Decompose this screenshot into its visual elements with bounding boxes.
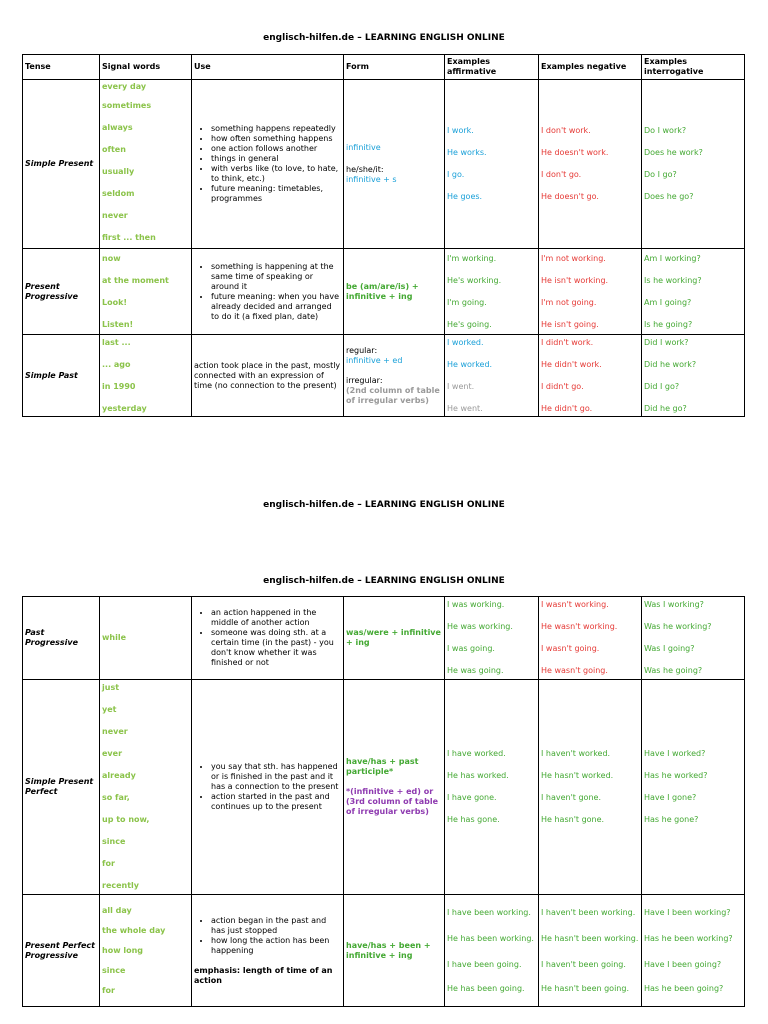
- example: He has gone.: [447, 815, 500, 824]
- form-cell: was/were + infinitive + ing: [344, 597, 445, 680]
- signal-words: [100, 249, 192, 335]
- tense-table-1: [22, 54, 745, 417]
- col-interrogative: Examples interrogative: [642, 55, 745, 80]
- table-row: [23, 597, 745, 680]
- example: Does he work?: [644, 148, 703, 157]
- example: I'm not going.: [541, 297, 597, 307]
- usage-cell: [192, 680, 344, 895]
- signal-word: yesterday: [102, 403, 147, 413]
- signal-word: since: [102, 837, 126, 846]
- signal-word: all day: [102, 905, 132, 915]
- form-line: (2nd column of table of irregular verbs): [346, 385, 440, 405]
- signal-word: every day: [102, 82, 147, 91]
- table-row: [23, 895, 745, 1007]
- example: He didn't work.: [541, 359, 602, 369]
- tense-name: Simple Past: [23, 335, 100, 417]
- col-use: Use: [192, 55, 344, 80]
- usage-item: • things in general: [211, 154, 341, 164]
- header-row: [23, 55, 745, 80]
- example: I have worked.: [447, 749, 506, 758]
- example: Has he gone?: [644, 815, 699, 824]
- signal-word: last ...: [102, 337, 131, 347]
- example: I haven't been working.: [541, 907, 636, 917]
- example: I worked.: [447, 337, 484, 347]
- example: Has he been going?: [644, 983, 724, 993]
- signal-word: usually: [102, 167, 135, 176]
- examples-affirmative: [445, 335, 539, 417]
- examples-negative: [539, 249, 642, 335]
- signal-word: just: [102, 683, 120, 692]
- example: He went.: [447, 403, 483, 413]
- signal-words: [100, 680, 192, 895]
- example: I'm not working.: [541, 253, 606, 263]
- example: Have I been going?: [644, 959, 722, 969]
- usage-cell: [192, 895, 344, 1007]
- example: He was working.: [447, 622, 513, 631]
- usage-item: • one action follows another: [211, 144, 341, 154]
- form-line: *(infinitive + ed) or (3rd column of table of irregular verbs): [346, 787, 439, 816]
- example: He isn't working.: [541, 275, 609, 285]
- example: Was I working?: [644, 600, 704, 609]
- example: I haven't worked.: [541, 749, 611, 758]
- page-header-2: englisch-hilfen.de – LEARNING ENGLISH ONLINE: [263, 500, 505, 510]
- usage-item: • you say that sth. has happened or is finished in the past and it has a connection to the present: [211, 762, 341, 792]
- example: He wasn't working.: [541, 622, 618, 631]
- signal-word: often: [102, 145, 126, 154]
- form-cell: [344, 680, 445, 895]
- example: He doesn't go.: [541, 192, 599, 201]
- examples-affirmative: [445, 680, 539, 895]
- example: Has he worked?: [644, 771, 708, 780]
- tense-table-2: [22, 596, 745, 1007]
- examples-affirmative: [445, 80, 539, 249]
- signal-word: how long: [102, 945, 144, 955]
- table-row: [23, 335, 745, 417]
- example: I went.: [447, 381, 475, 391]
- example: Have I worked?: [644, 749, 706, 758]
- examples-affirmative: [445, 249, 539, 335]
- usage-item: • how long the action has been happening: [211, 936, 341, 956]
- example: I was working.: [447, 600, 505, 609]
- example: I wasn't going.: [541, 644, 600, 653]
- signal-word: for: [102, 859, 115, 868]
- table-row: [23, 80, 745, 249]
- example: He worked.: [447, 359, 493, 369]
- signal-word: in 1990: [102, 381, 136, 391]
- example: He has worked.: [447, 771, 509, 780]
- example: He hasn't gone.: [541, 815, 605, 824]
- usage-cell: action took place in the past, mostly connected with an expression of time (no connection to the present): [192, 335, 344, 417]
- example: He has been going.: [447, 983, 525, 993]
- example: I have been going.: [447, 959, 522, 969]
- col-negative: Examples negative: [539, 55, 642, 80]
- signal-word: first ... then: [102, 233, 156, 242]
- example: Was he going?: [644, 666, 703, 675]
- usage-item: • action began in the past and has just stopped: [211, 916, 341, 936]
- example: I haven't been going.: [541, 959, 626, 969]
- signal-word: now: [102, 253, 121, 263]
- page-header-1: englisch-hilfen.de – LEARNING ENGLISH ONLINE: [263, 33, 505, 43]
- form-line: infinitive + s: [346, 175, 397, 184]
- col-tense: Tense: [23, 55, 100, 80]
- signal-word: never: [102, 211, 128, 220]
- usage-item: • someone was doing sth. at a certain time (in the past) - you don't know whether it was finished or not: [211, 628, 341, 668]
- example: Was I going?: [644, 644, 695, 653]
- signal-words: [100, 895, 192, 1007]
- examples-affirmative: [445, 597, 539, 680]
- signal-word: up to now,: [102, 815, 150, 824]
- signal-word: sometimes: [102, 101, 152, 110]
- examples-interrogative: [642, 895, 745, 1007]
- signal-words: [100, 335, 192, 417]
- example: Was he working?: [644, 622, 712, 631]
- signal-word: never: [102, 727, 128, 736]
- signal-word: already: [102, 771, 136, 780]
- signal-word: while: [102, 633, 126, 642]
- tense-name: Simple Present Perfect: [23, 680, 100, 895]
- example: He didn't go.: [541, 403, 593, 413]
- signal-word: so far,: [102, 793, 130, 802]
- form-line: he/she/it:: [346, 165, 384, 174]
- example: I didn't work.: [541, 337, 594, 347]
- examples-negative: [539, 80, 642, 249]
- example: He's working.: [447, 275, 502, 285]
- examples-interrogative: [642, 680, 745, 895]
- table-row: [23, 680, 745, 895]
- form-cell: have/has + been + infinitive + ing: [344, 895, 445, 1007]
- usage-item: • future meaning: timetables, programmes: [211, 184, 341, 204]
- example: He hasn't worked.: [541, 771, 614, 780]
- form-line: infinitive: [346, 143, 381, 152]
- signal-words: [100, 80, 192, 249]
- signal-word: ... ago: [102, 359, 131, 369]
- form-line: have/has + past participle*: [346, 757, 419, 776]
- examples-interrogative: [642, 597, 745, 680]
- example: I wasn't working.: [541, 600, 609, 609]
- usage-item: • future meaning: when you have already decided and arranged to do it (a fixed plan, date): [211, 292, 341, 322]
- signal-word: yet: [102, 705, 117, 714]
- example: Did he work?: [644, 359, 697, 369]
- signal-word: recently: [102, 881, 140, 890]
- example: Is he going?: [644, 319, 693, 329]
- signal-word: seldom: [102, 189, 135, 198]
- examples-interrogative: [642, 335, 745, 417]
- example: Do I go?: [644, 170, 677, 179]
- examples-negative: [539, 335, 642, 417]
- signal-word: since: [102, 965, 126, 975]
- example: I have gone.: [447, 793, 497, 802]
- examples-affirmative: [445, 895, 539, 1007]
- examples-negative: [539, 680, 642, 895]
- example: He's going.: [447, 319, 492, 329]
- usage-cell: [192, 249, 344, 335]
- example: I didn't go.: [541, 381, 584, 391]
- example: He hasn't been going.: [541, 983, 629, 993]
- example: Is he working?: [644, 275, 702, 285]
- col-affirmative: Examples affirmative: [445, 55, 539, 80]
- table-row: [23, 249, 745, 335]
- usage-item: • something is happening at the same time of speaking or around it: [211, 262, 341, 292]
- usage-item: • something happens repeatedly: [211, 124, 341, 134]
- example: I don't go.: [541, 170, 582, 179]
- example: I work.: [447, 126, 474, 135]
- example: Am I working?: [644, 253, 701, 263]
- example: I have been working.: [447, 907, 531, 917]
- tense-name: Simple Present: [23, 80, 100, 249]
- examples-negative: [539, 895, 642, 1007]
- example: He has been working.: [447, 933, 534, 943]
- form-cell: [344, 80, 445, 249]
- signal-word: ever: [102, 749, 123, 758]
- examples-interrogative: [642, 249, 745, 335]
- example: He hasn't been working.: [541, 933, 639, 943]
- example: I'm working.: [447, 253, 497, 263]
- form-line: infinitive + ed: [346, 355, 403, 365]
- signal-word: always: [102, 123, 133, 132]
- examples-negative: [539, 597, 642, 680]
- usage-cell: [192, 80, 344, 249]
- example: He works.: [447, 148, 487, 157]
- example: Do I work?: [644, 126, 687, 135]
- example: He goes.: [447, 192, 483, 201]
- examples-interrogative: [642, 80, 745, 249]
- example: I don't work.: [541, 126, 591, 135]
- form-line: regular:: [346, 345, 378, 355]
- example: Does he go?: [644, 192, 694, 201]
- usage-cell: [192, 597, 344, 680]
- signal-word: for: [102, 985, 115, 995]
- usage-item: • how often something happens: [211, 134, 341, 144]
- col-signal-words: Signal words: [100, 55, 192, 80]
- form-cell: [344, 335, 445, 417]
- example: He isn't going.: [541, 319, 599, 329]
- example: Did I work?: [644, 337, 689, 347]
- tense-name: Present Progressive: [23, 249, 100, 335]
- signal-words: [100, 597, 192, 680]
- tense-name: Present Perfect Progressive: [23, 895, 100, 1007]
- example: Have I been working?: [644, 907, 731, 917]
- form-cell: be (am/are/is) + infinitive + ing: [344, 249, 445, 335]
- signal-word: Listen!: [102, 319, 134, 329]
- usage-item: • with verbs like (to love, to hate, to think, etc.): [211, 164, 341, 184]
- usage-item: • an action happened in the middle of another action: [211, 608, 341, 628]
- example: He wasn't going.: [541, 666, 608, 675]
- example: Am I going?: [644, 297, 692, 307]
- example: I'm going.: [447, 297, 487, 307]
- example: Have I gone?: [644, 793, 697, 802]
- example: I go.: [447, 170, 465, 179]
- form-line: irregular:: [346, 375, 383, 385]
- example: I was going.: [447, 644, 495, 653]
- example: He was going.: [447, 666, 504, 675]
- signal-word: at the moment: [102, 275, 169, 285]
- example: He doesn't work.: [541, 148, 609, 157]
- example: Did I go?: [644, 381, 680, 391]
- usage-item: • action started in the past and continues up to the present: [211, 792, 341, 812]
- example: Has he been working?: [644, 933, 733, 943]
- tense-name: Past Progressive: [23, 597, 100, 680]
- example: Did he go?: [644, 403, 687, 413]
- signal-word: the whole day: [102, 925, 166, 935]
- example: I haven't gone.: [541, 793, 601, 802]
- page-header-3: englisch-hilfen.de – LEARNING ENGLISH ONLINE: [263, 576, 505, 586]
- emphasis-note: emphasis: length of time of an action: [194, 965, 333, 985]
- col-form: Form: [344, 55, 445, 80]
- signal-word: Look!: [102, 297, 128, 307]
